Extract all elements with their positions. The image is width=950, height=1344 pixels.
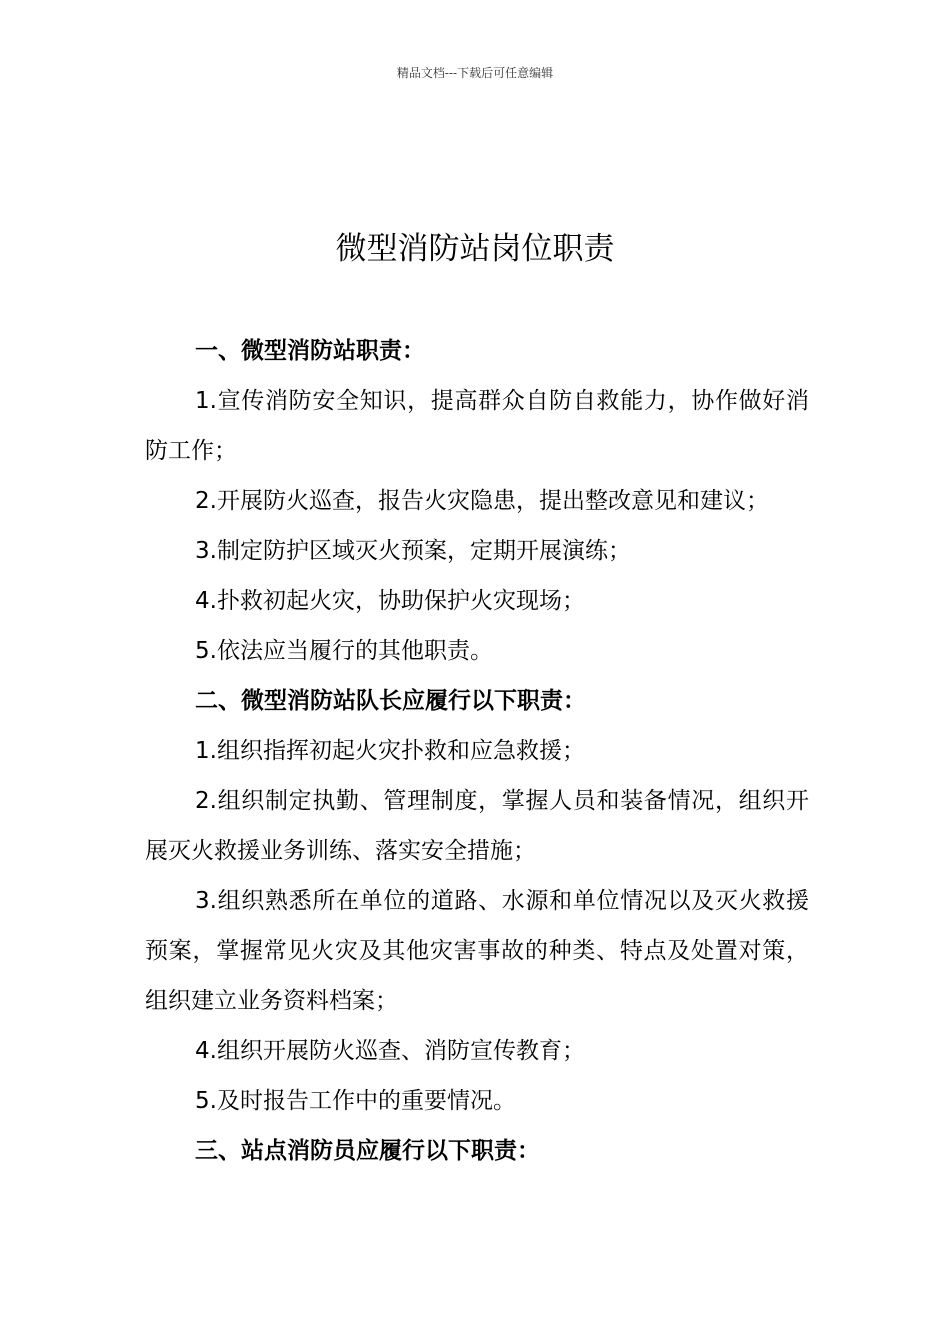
section-2-item-5: 5.及时报告工作中的重要情况。 xyxy=(195,1088,516,1114)
section-heading-2: 二、微型消防站队长应履行以下职责： xyxy=(195,688,586,714)
section-2-item-2: 2.组织制定执勤、管理制度，掌握人员和装备情况，组织开展灭火救援业务训练、落实安全措施； xyxy=(145,788,809,864)
section-2-item-1: 1.组织指挥初起火灾扑救和应急救援； xyxy=(195,738,585,764)
section-1-item-3: 3.制定防护区域灭火预案，定期开展演练； xyxy=(195,538,631,564)
section-1-item-2: 2.开展防火巡查，报告火灾隐患，提出整改意见和建议； xyxy=(195,488,769,514)
section-1-item-1: 1.宣传消防安全知识，提高群众自防自救能力，协作做好消防工作； xyxy=(145,388,809,464)
page-header: 精品文档---下载后可任意编辑 xyxy=(396,66,554,80)
document-body xyxy=(145,326,809,1176)
section-1-item-4: 4.扑救初起火灾，协助保护火灾现场； xyxy=(195,588,585,614)
section-heading-1: 一、微型消防站职责： xyxy=(195,338,425,364)
section-1-item-5: 5.依法应当履行的其他职责。 xyxy=(195,638,493,664)
section-2-item-3: 3.组织熟悉所在单位的道路、水源和单位情况以及灭火救援预案，掌握常见火灾及其他灾害事故的种类、特点及处置对策，组织建立业务资料档案； xyxy=(145,888,809,1014)
section-heading-3: 三、站点消防员应履行以下职责： xyxy=(195,1138,540,1164)
section-2-item-4: 4.组织开展防火巡查、消防宣传教育； xyxy=(195,1038,585,1064)
document-title: 微型消防站岗位职责 xyxy=(335,231,615,267)
